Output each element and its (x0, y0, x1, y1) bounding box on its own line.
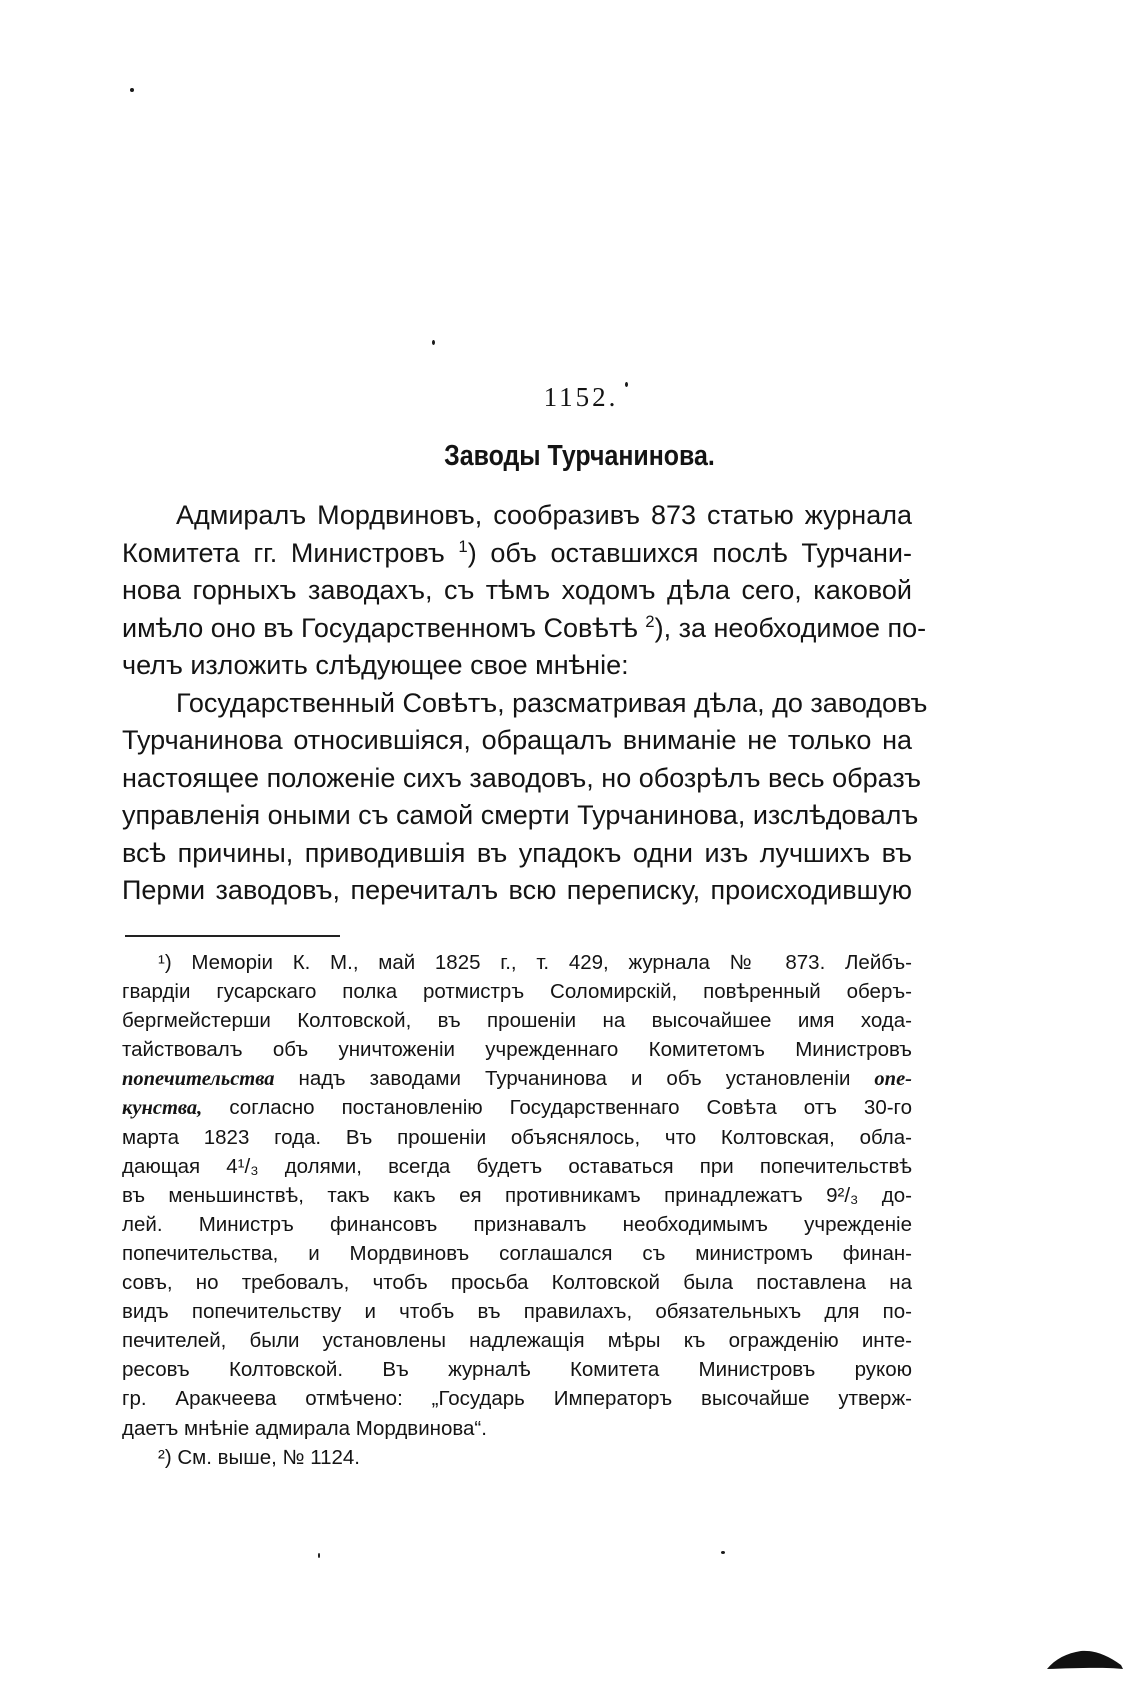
text-segment: Меморіи К. М., май 1825 г., т. 429, журнала № 873. Лейбъ- (191, 951, 912, 974)
footnote-line: бергмейстерши Колтовской, въ прошеніи на высочайшее имя хода- (122, 1009, 912, 1033)
ink-blot-icon (1045, 1647, 1125, 1673)
footnote-ref: 2 (645, 611, 655, 631)
text-line: челъ изложить слѣдующее свое мнѣніе: (122, 650, 629, 680)
footnote-line: печителей, были установлены надлежащія мѣры къ огражденію инте- (122, 1329, 912, 1353)
text-segment: надъ заводами Турчанинова и объ установленіи (274, 1067, 875, 1091)
emphasis: опе- (874, 1068, 912, 1091)
footnote-line: гр. Аракчеева отмѣчено: „Государь Императоръ высочайше утверж- (122, 1387, 912, 1411)
text-segment: согласно постановленію Государственнаго Совѣта отъ 30-го (202, 1096, 912, 1120)
footnote-line: тайствовалъ объ уничтоженіи учрежденнаго Комитетомъ Министровъ (122, 1038, 912, 1062)
footnote-line (122, 1093, 912, 1122)
footnote-line (122, 1064, 912, 1093)
scan-speck (721, 1551, 725, 1554)
text-line: всѣ причины, приводившія въ упадокъ одни изъ лучшихъ въ (122, 837, 912, 868)
footnote-line (122, 948, 912, 977)
text-segment: См. выше, № 1124. (177, 1445, 360, 1469)
main-text (122, 497, 928, 910)
footnote-line: попечительства, и Мордвиновъ соглашался съ министромъ финан- (122, 1241, 912, 1265)
text-line: нова горныхъ заводахъ, съ тѣмъ ходомъ дѣла сего, каковой (122, 575, 912, 605)
footnote-divider (125, 935, 340, 937)
footnotes (122, 948, 912, 1472)
document-number: 1152. (543, 382, 619, 412)
footnote-line (122, 1443, 912, 1472)
footnote-line: ресовъ Колтовской. Въ журналѣ Комитета Министровъ рукою (122, 1358, 912, 1382)
text-segment: Комитета гг. Министровъ (122, 537, 459, 568)
text-line (122, 610, 927, 648)
text-line: Турчанинова относившіяся, обращалъ вниманіе не только на (122, 725, 912, 755)
footnote-ref: 1 (458, 536, 468, 556)
footnote-line: даетъ мнѣніе адмирала Мордвинова“. (122, 1416, 487, 1440)
footnote-line: совъ, но требовалъ, чтобъ просьба Колтовской была поставлена на (122, 1271, 912, 1295)
document-title: Заводы Турчанинова. (444, 440, 715, 472)
emphasis: попечительства (122, 1068, 275, 1091)
footnote-line: дающая 4¹/₃ долями, всегда будетъ оставаться при попечительствѣ (122, 1154, 912, 1178)
text-line: Перми заводовъ, перечиталъ всю переписку, происходившую (122, 875, 912, 905)
text-line: Государственный Совѣтъ, разсматривая дѣла, до заводовъ (176, 687, 928, 718)
text-segment: имѣло оно въ Государственномъ Совѣтѣ (122, 612, 646, 643)
footnote-line: видъ попечительству и чтобъ въ правилахъ, обязательныхъ для по- (122, 1300, 912, 1324)
text-line (122, 535, 912, 573)
footnote-marker: ²) (158, 1445, 172, 1469)
text-line: управленія оными съ самой смерти Турчанинова, изслѣдовалъ (122, 800, 919, 830)
footnote-line: марта 1823 года. Въ прошеніи объяснялось, что Колтовская, обла- (122, 1125, 912, 1149)
scan-speck (318, 1553, 320, 1558)
footnote-line: въ меньшинствѣ, такъ какъ ея противникамъ принадлежатъ 9²/₃ до- (122, 1183, 912, 1207)
footnote-line: гвардіи гусарскаго полка ротмистръ Соломирскій, повѣренный оберъ- (122, 980, 912, 1004)
text-line: Адмиралъ Мордвиновъ, сообразивъ 873 статью журнала (176, 500, 912, 530)
footnote-line: лей. Министръ финансовъ признавалъ необходимымъ учрежденіе (122, 1212, 912, 1236)
text-segment: ) объ оставшихся послѣ Турчани- (467, 537, 913, 568)
scan-speck (130, 88, 134, 92)
emphasis: кунства, (122, 1097, 203, 1120)
text-segment: ), за необходимое по- (654, 612, 927, 643)
scan-speck (432, 340, 435, 345)
text-line: настоящее положеніе сихъ заводовъ, но обозрѣлъ весь образъ (122, 762, 921, 793)
footnote-marker: ¹) (158, 951, 172, 974)
